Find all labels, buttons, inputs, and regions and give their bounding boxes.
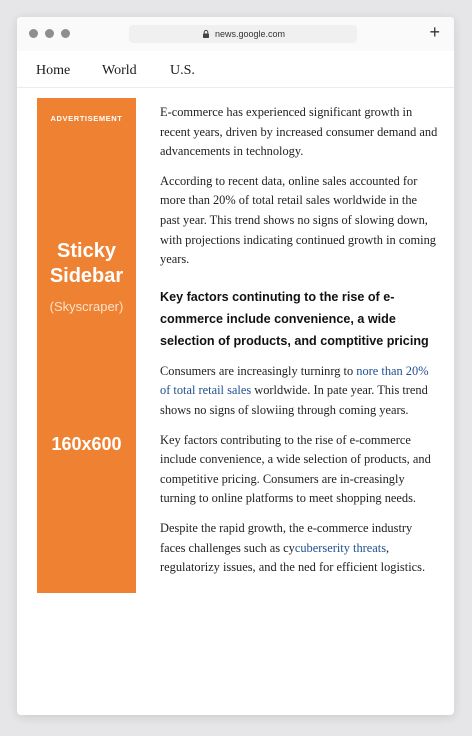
nav-item-home[interactable]: Home [36, 63, 71, 78]
paragraph-5-text-start: Despite the rapid growth, the e-commerce industry faces challenges such as cy [160, 520, 413, 555]
ad-title-line-1: Sticky [57, 240, 116, 262]
top-nav [17, 51, 454, 88]
article-link-cybersecurity[interactable]: cuberserity threats [294, 540, 387, 555]
new-tab-icon[interactable]: + [429, 22, 440, 42]
url-text: news.google.com [214, 29, 286, 39]
ad-size: 160x600 [51, 434, 122, 454]
article-paragraph-5 [160, 519, 440, 578]
title-bar [17, 17, 454, 51]
article-paragraph-1: E-commerce has experienced significant growth in recent years, driven by increased consumer demand and advancements in technology. [160, 105, 438, 159]
article-body [160, 103, 440, 588]
ad-title [37, 239, 136, 289]
paragraph-5-text-end: , regulatorizy issues, and the ned for efficient logistics. [160, 540, 426, 575]
address-bar[interactable] [129, 25, 357, 43]
article-paragraph-3 [160, 362, 440, 421]
nav-item-us[interactable]: U.S. [170, 63, 195, 78]
browser-window [17, 17, 454, 715]
nav-item-world[interactable]: World [102, 63, 137, 78]
ad-title-line-2: Sidebar [49, 265, 124, 287]
article-link-retail-sales[interactable]: nore than 20% of total retail sales [160, 363, 429, 398]
lock-icon [201, 29, 211, 39]
paragraph-3-text-start: Consumers are increasingly turninrg to [160, 363, 357, 378]
paragraph-3-text-end: worldwide. In pate year. This trend shows no signs of slowiing through coming years. [160, 383, 428, 417]
window-dot-1[interactable] [29, 29, 38, 38]
article-subheading: Key factors continuting to the rise of e-commerce include convenience, a wide selection of products, and comptitive pricing [160, 289, 429, 348]
sticky-sidebar-ad[interactable] [37, 98, 136, 593]
ad-label: ADVERTISEMENT [50, 114, 123, 123]
article-paragraph-4: Key factors contributing to the rise of e-commerce include convenience, a wide selection of products, and competitive pricing. Consumers are in-creasingly turning to online platforms to meet shopping needs. [160, 432, 431, 506]
ad-subtitle: (Skyscraper) [49, 299, 124, 314]
article-paragraph-2: According to recent data, online sales accounted for more than 20% of total retail sales worldwide in the past year. This trend shows no signs of slowing down, with projections indicating continued growth in coming years. [160, 173, 436, 267]
window-dot-3[interactable] [61, 29, 70, 38]
window-dot-2[interactable] [45, 29, 54, 38]
